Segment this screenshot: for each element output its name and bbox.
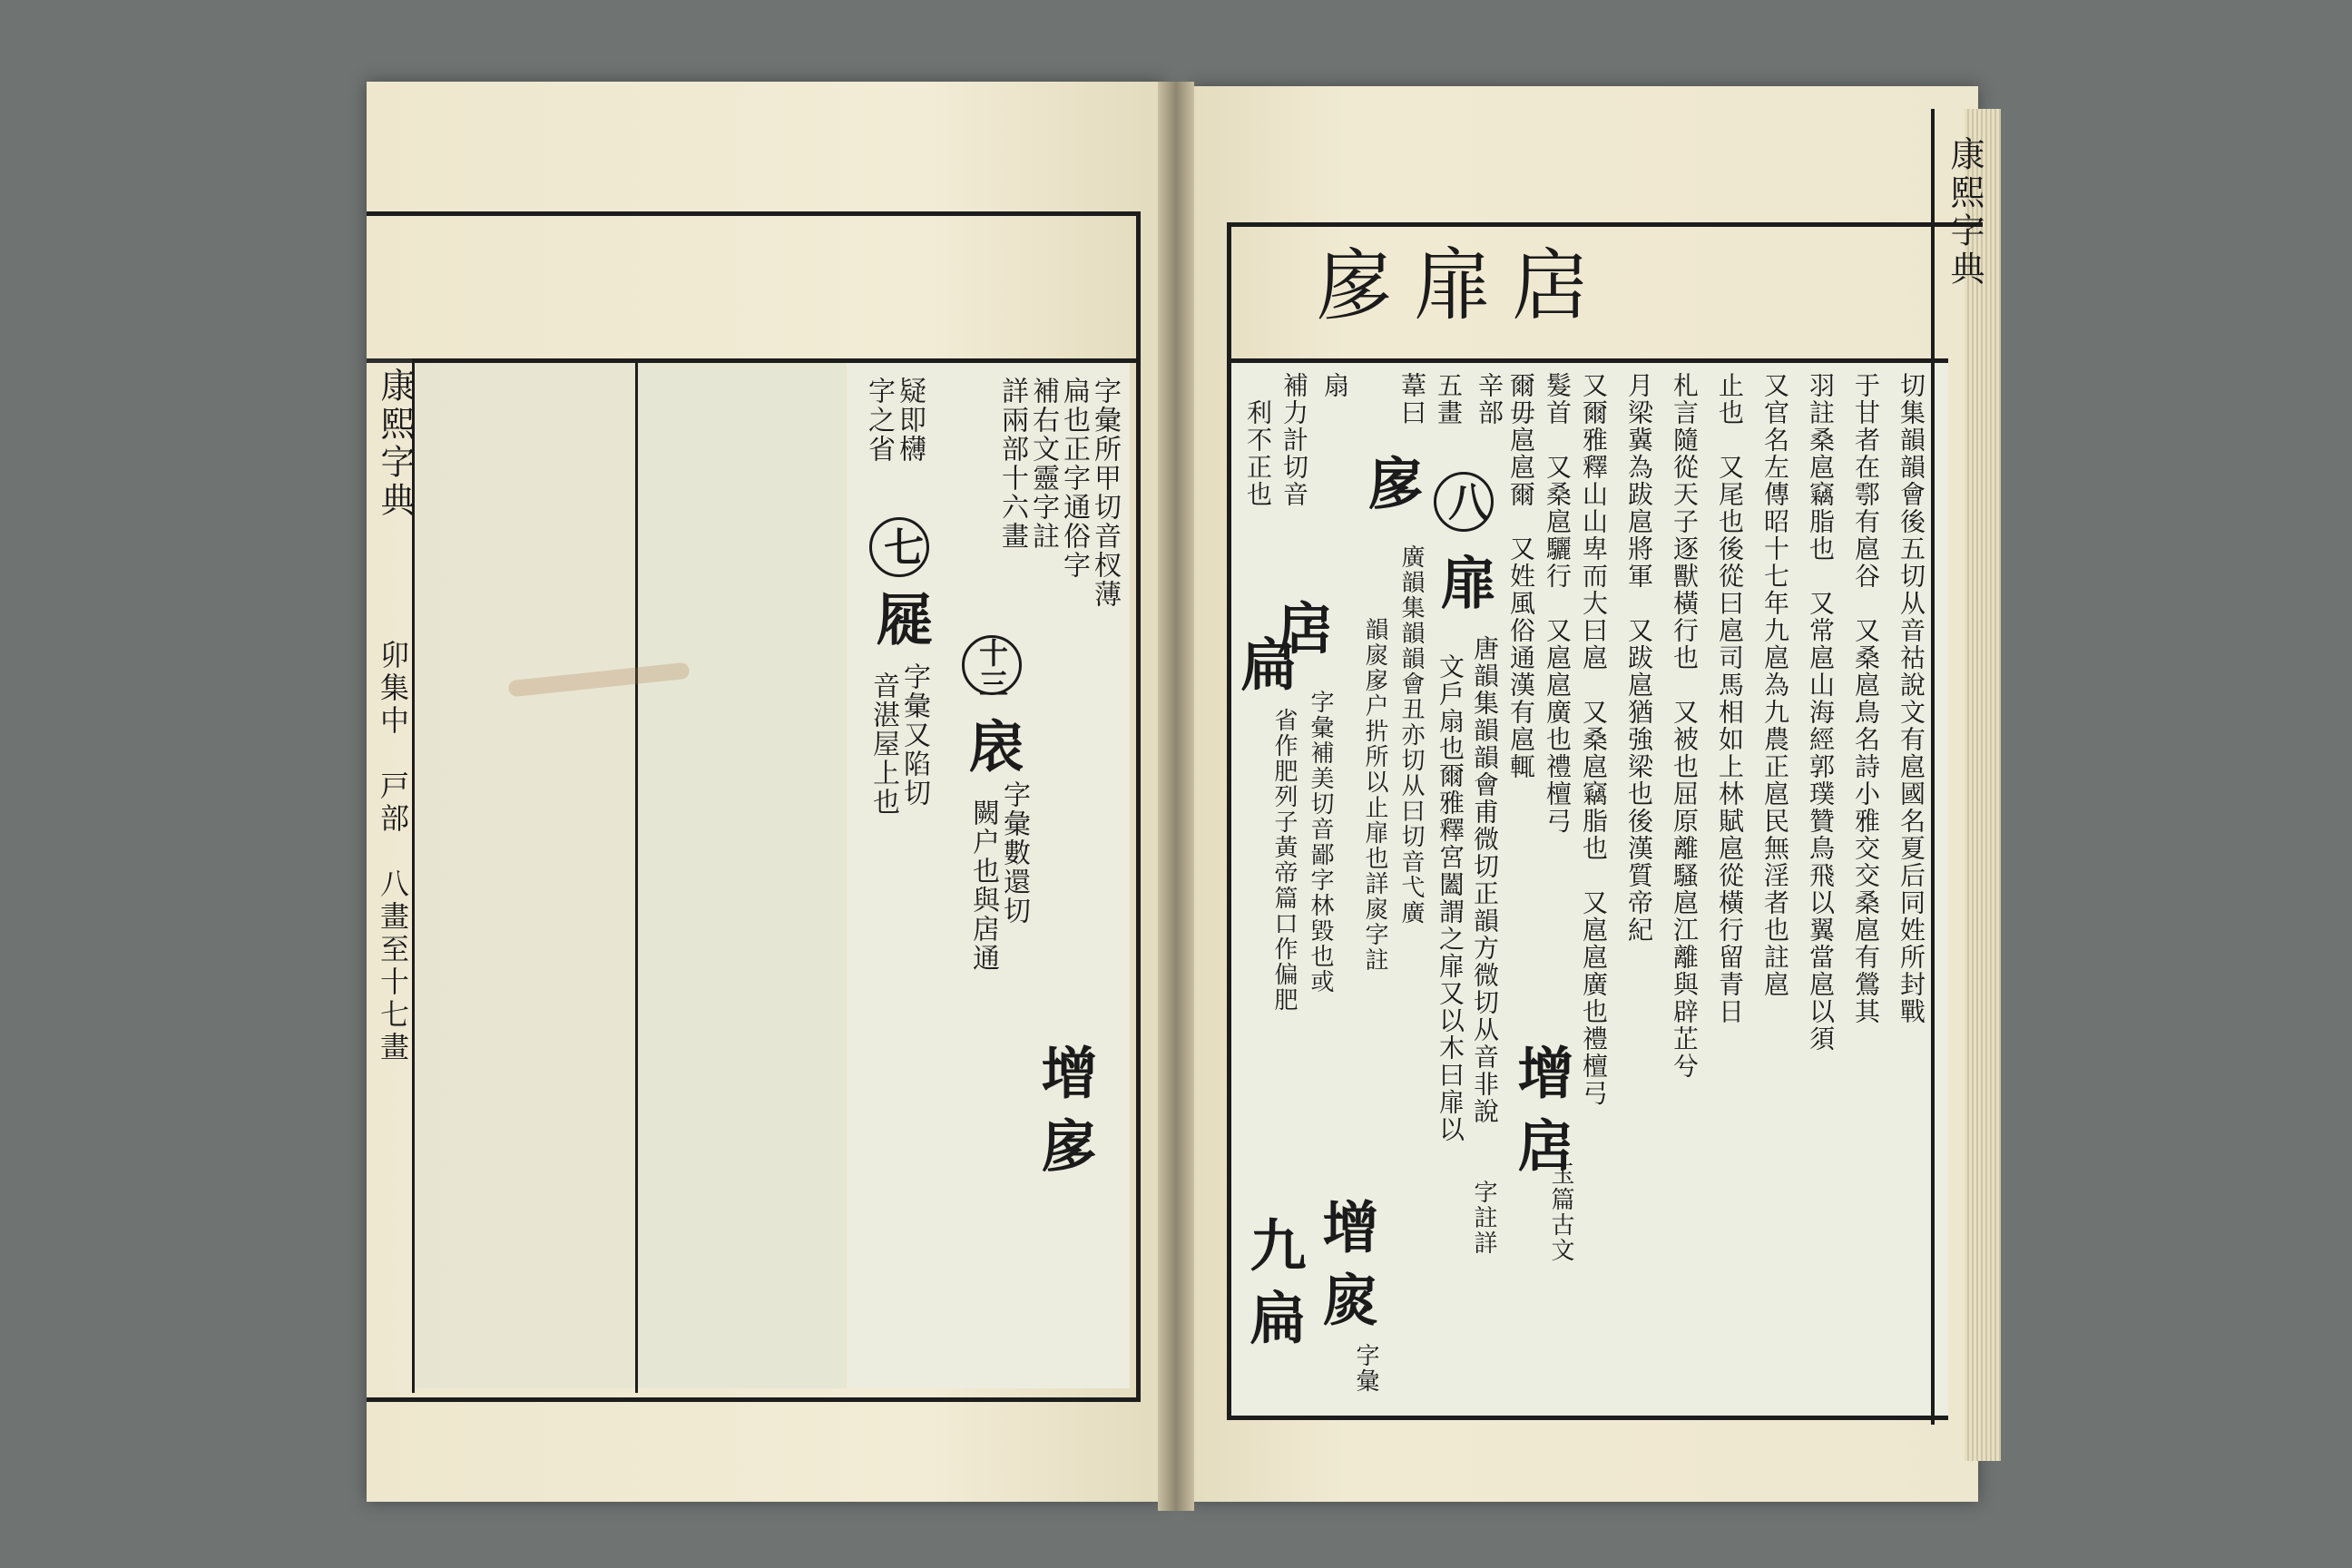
right-page-band bbox=[1931, 109, 1984, 1425]
right-column-22: 省作肥列子黃帝篇口作偏肥 bbox=[1270, 708, 1298, 1013]
right-column-12: 五畫 bbox=[1434, 372, 1464, 426]
left-column-5: 疑即欂 bbox=[894, 377, 926, 464]
left-column-6: 字之省 bbox=[863, 377, 895, 464]
right-column-5: 止也 又尾也後從曰扈司馬相如上林賦扈從橫行留青日 bbox=[1715, 372, 1745, 1025]
left-circled-thirteen: 十三 bbox=[962, 635, 1022, 695]
left-top-margin-box bbox=[367, 211, 1141, 363]
right-column-19: 補力計切音 bbox=[1279, 372, 1309, 508]
right-headword-fei: 扉 bbox=[1431, 554, 1497, 612]
right-column-10: 爾毋扈扈爾 又姓風俗通漢有扈輒 bbox=[1506, 372, 1536, 780]
right-headword-yi: 扅 bbox=[1358, 454, 1425, 512]
left-column-9: 字彙數還切 bbox=[998, 780, 1030, 926]
band-book-title: 康熙字典 bbox=[375, 368, 415, 520]
seal-script-header: 扅扉扂 bbox=[1316, 240, 1610, 331]
right-column-1: 切集韻韻會後五切从音祜說文有扈國名夏后同姓所封戰 bbox=[1896, 372, 1926, 1025]
right-column-25: 字註詳 bbox=[1470, 1180, 1497, 1256]
right-column-9: 髮首 又桑扈驪行 又扈扈廣也禮檀弓 bbox=[1543, 372, 1573, 835]
right-zeng-marker-1: 增 bbox=[1313, 1198, 1379, 1256]
left-zeng-marker: 增 bbox=[1032, 1044, 1098, 1102]
left-blank-panel bbox=[413, 363, 635, 1388]
right-headword-bian-2: 扁 bbox=[1240, 1289, 1307, 1347]
left-column-7: 字彙又陷切 bbox=[898, 662, 930, 808]
right-column-2: 于甘者在鄠有扈谷 又桑扈鳥名詩小雅交交桑扈有鶯其 bbox=[1851, 372, 1881, 1025]
left-blank-panel-2 bbox=[638, 363, 847, 1388]
right-column-24: 玉篇古文 bbox=[1547, 1161, 1574, 1263]
left-column-4: 詳兩部十六畫 bbox=[996, 377, 1028, 551]
right-column-7: 月梁冀為跋扈將軍 又跋扈猶強梁也後漢質帝紀 bbox=[1624, 372, 1654, 944]
right-column-14: 文戶扇也爾雅釋宮闔謂之扉又以木曰扉以 bbox=[1436, 653, 1465, 1143]
left-column-3: 補右文靈字註 bbox=[1027, 377, 1059, 551]
right-headword-dian-2: 扂 bbox=[1508, 1116, 1574, 1174]
right-column-17: 扇 bbox=[1320, 372, 1350, 399]
right-headword-bian: 扁 bbox=[1231, 635, 1298, 693]
left-column-2: 扁也正字通俗字 bbox=[1058, 377, 1090, 580]
left-headword-1: 屣 bbox=[867, 590, 933, 648]
left-column-1: 字彙所甲切音杈薄 bbox=[1089, 377, 1121, 609]
right-column-6: 札言隨從天子逐獸橫行也 又被也屈原離騷扈江離與辟芷兮 bbox=[1670, 372, 1700, 1080]
left-column-rule bbox=[635, 358, 638, 1393]
right-column-8: 又爾雅釋山山卑而大曰扈 又桑扈竊脂也 又扈扈廣也禮檀弓 bbox=[1579, 372, 1609, 1107]
right-column-21: 利不正也 bbox=[1243, 399, 1273, 508]
band-section: 卯集中 戸部 八畫至十七畫 bbox=[376, 640, 410, 1064]
left-headword-3: 扅 bbox=[1032, 1116, 1098, 1174]
right-column-11: 辛部 bbox=[1475, 372, 1504, 426]
right-circled-eight: 八 bbox=[1434, 472, 1494, 532]
right-zeng-marker-2: 增 bbox=[1508, 1044, 1574, 1102]
left-page-band bbox=[367, 358, 415, 1393]
right-column-18: 韻扊扅户扸所以止扉也詳扊字註 bbox=[1361, 617, 1388, 973]
right-column-13: 唐韻集韻韻會甫微切正韻方微切从音非說 bbox=[1470, 635, 1500, 1125]
right-headword-yan: 扊 bbox=[1313, 1270, 1379, 1328]
right-column-15: 葦曰 bbox=[1397, 372, 1427, 426]
right-column-4: 又官名左傳昭十七年九扈為九農正扈民無淫者也註扈 bbox=[1760, 372, 1790, 998]
right-headword-dian: 扂 bbox=[1268, 599, 1334, 657]
book-gutter bbox=[1158, 82, 1194, 1511]
right-circled-nine: 九 bbox=[1240, 1216, 1307, 1274]
left-circled-seven: 七 bbox=[869, 517, 929, 577]
left-column-8: 音湛屋上也 bbox=[867, 671, 899, 817]
right-column-20: 字彙補美切音鄙字林毀也或 bbox=[1307, 690, 1334, 995]
right-column-23: 字彙 bbox=[1352, 1343, 1379, 1394]
right-column-16: 廣韻集韻韻會丑亦切从曰切音弋廣 bbox=[1397, 544, 1425, 926]
left-column-10: 闕户也與扂通 bbox=[967, 799, 999, 973]
right-column-3: 羽註桑扈竊脂也 又常扈山海經郭璞贊鳥飛以翼當扈以須 bbox=[1806, 372, 1836, 1053]
left-headword-2: 扆 bbox=[959, 717, 1025, 775]
right-band-title: 康熙字典 bbox=[1945, 136, 1984, 289]
